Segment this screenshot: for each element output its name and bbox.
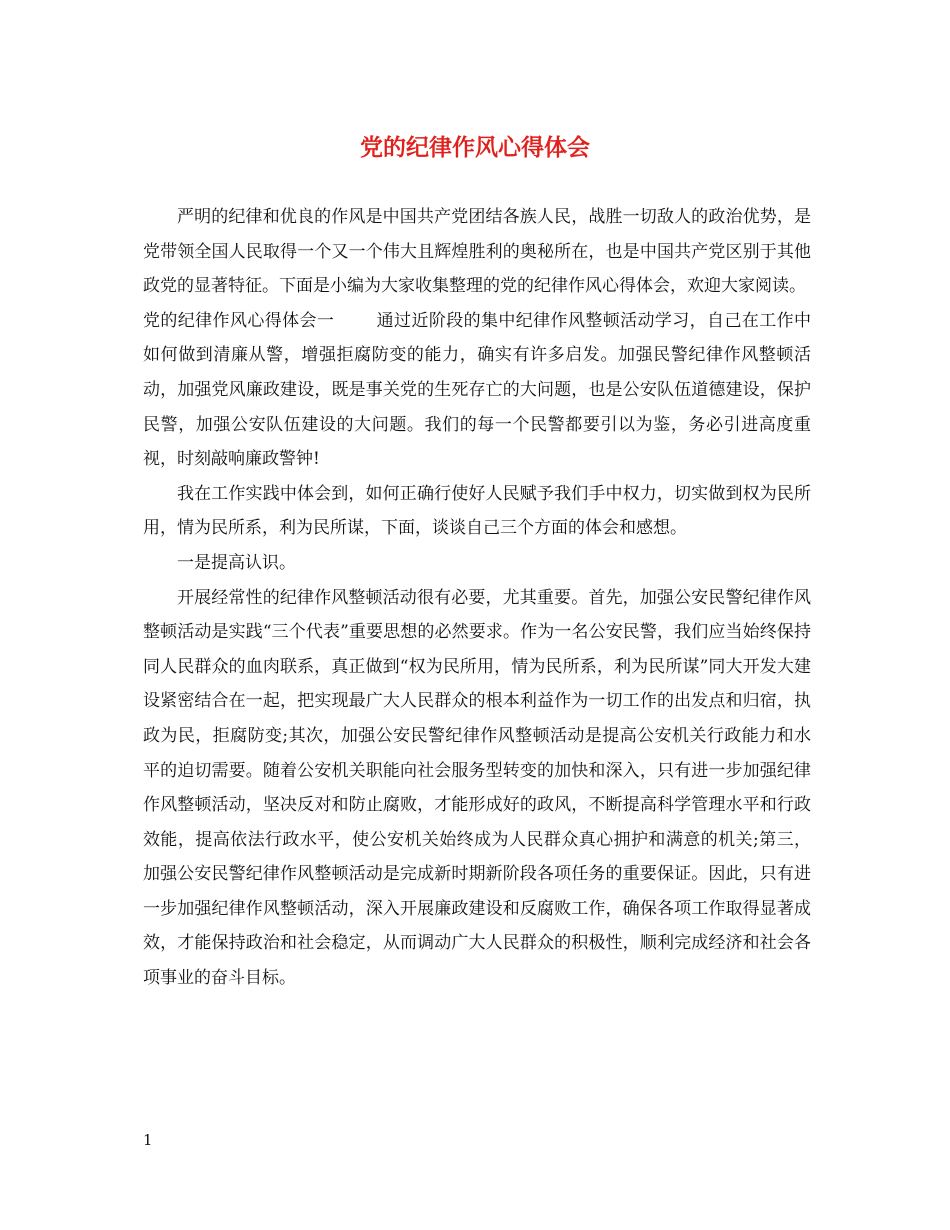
paragraph-2: 我在工作实践中体会到，如何正确行使好人民赋予我们手中权力，切实做到权为民所用，情为民所系，利为民所谋，下面，谈谈自己三个方面的体会和感想。 xyxy=(143,483,811,539)
document-body xyxy=(143,200,811,996)
intro-paragraph: 严明的纪律和优良的作风是中国共产党团结各族人民，战胜一切敌人的政治优势，是党带领全国人民取得一个又一个伟大且辉煌胜利的奥秘所在，也是中国共产党区别于其他政党的显著特征。下面是小编为大家收集整理的党的纪律作风心得体会，欢迎大家阅读。 xyxy=(143,207,811,297)
section-paragraph-1 xyxy=(143,304,811,477)
page-number: 1 xyxy=(143,1131,153,1149)
paragraph-3: 一是提高认识。 xyxy=(177,552,296,573)
section-heading: 党的纪律作风心得体会一 xyxy=(143,310,335,331)
document-title: 党的纪律作风心得体会 xyxy=(360,134,590,161)
paragraph-4: 开展经常性的纪律作风整顿活动很有必要，尤其重要。首先，加强公安民警纪律作风整顿活动是实践“三个代表”重要思想的必然要求。作为一名公安民警，我们应当始终保持同人民群众的血肉联系，真正做到“权为民所用，情为民所系，利为民所谋”同大开发大建设紧密结合在一起，把实现最广大人民群众的根本利益作为一切工作的出发点和归宿，执政为民，拒腐防变;其次，加强公安民警纪律作风整顿活动是提高公安机关行政能力和水平的迫切需要。随着公安机关职能向社会服务型转变的加快和深入，只有进一步加强纪律作风整顿活动，坚决反对和防止腐败，才能形成好的政风，不断提高科学管理水平和行政效能，提高依法行政水平，使公安机关始终成为人民群众真心拥护和满意的机关;第三，加强公安民警纪律作风整顿活动是完成新时期新阶段各项任务的重要保证。因此，只有进一步加强纪律作风整顿活动，深入开展廉政建设和反腐败工作，确保各项工作取得显著成效，才能保持政治和社会稳定，从而调动广大人民群众的积极性，顺利完成经济和社会各项事业的奋斗目标。 xyxy=(143,587,811,989)
paragraph-1-text: 通过近阶段的集中纪律作风整顿活动学习，自己在工作中如何做到清廉从警，增强拒腐防变的能力，确实有许多启发。加强民警纪律作风整顿活动，加强党风廉政建设，既是事关党的生死存亡的大问题，也是公安队伍道德建设，保护民警，加强公安队伍建设的大问题。我们的每一个民警都要引以为鉴，务必引进高度重视，时刻敲响廉政警钟! xyxy=(143,310,812,470)
